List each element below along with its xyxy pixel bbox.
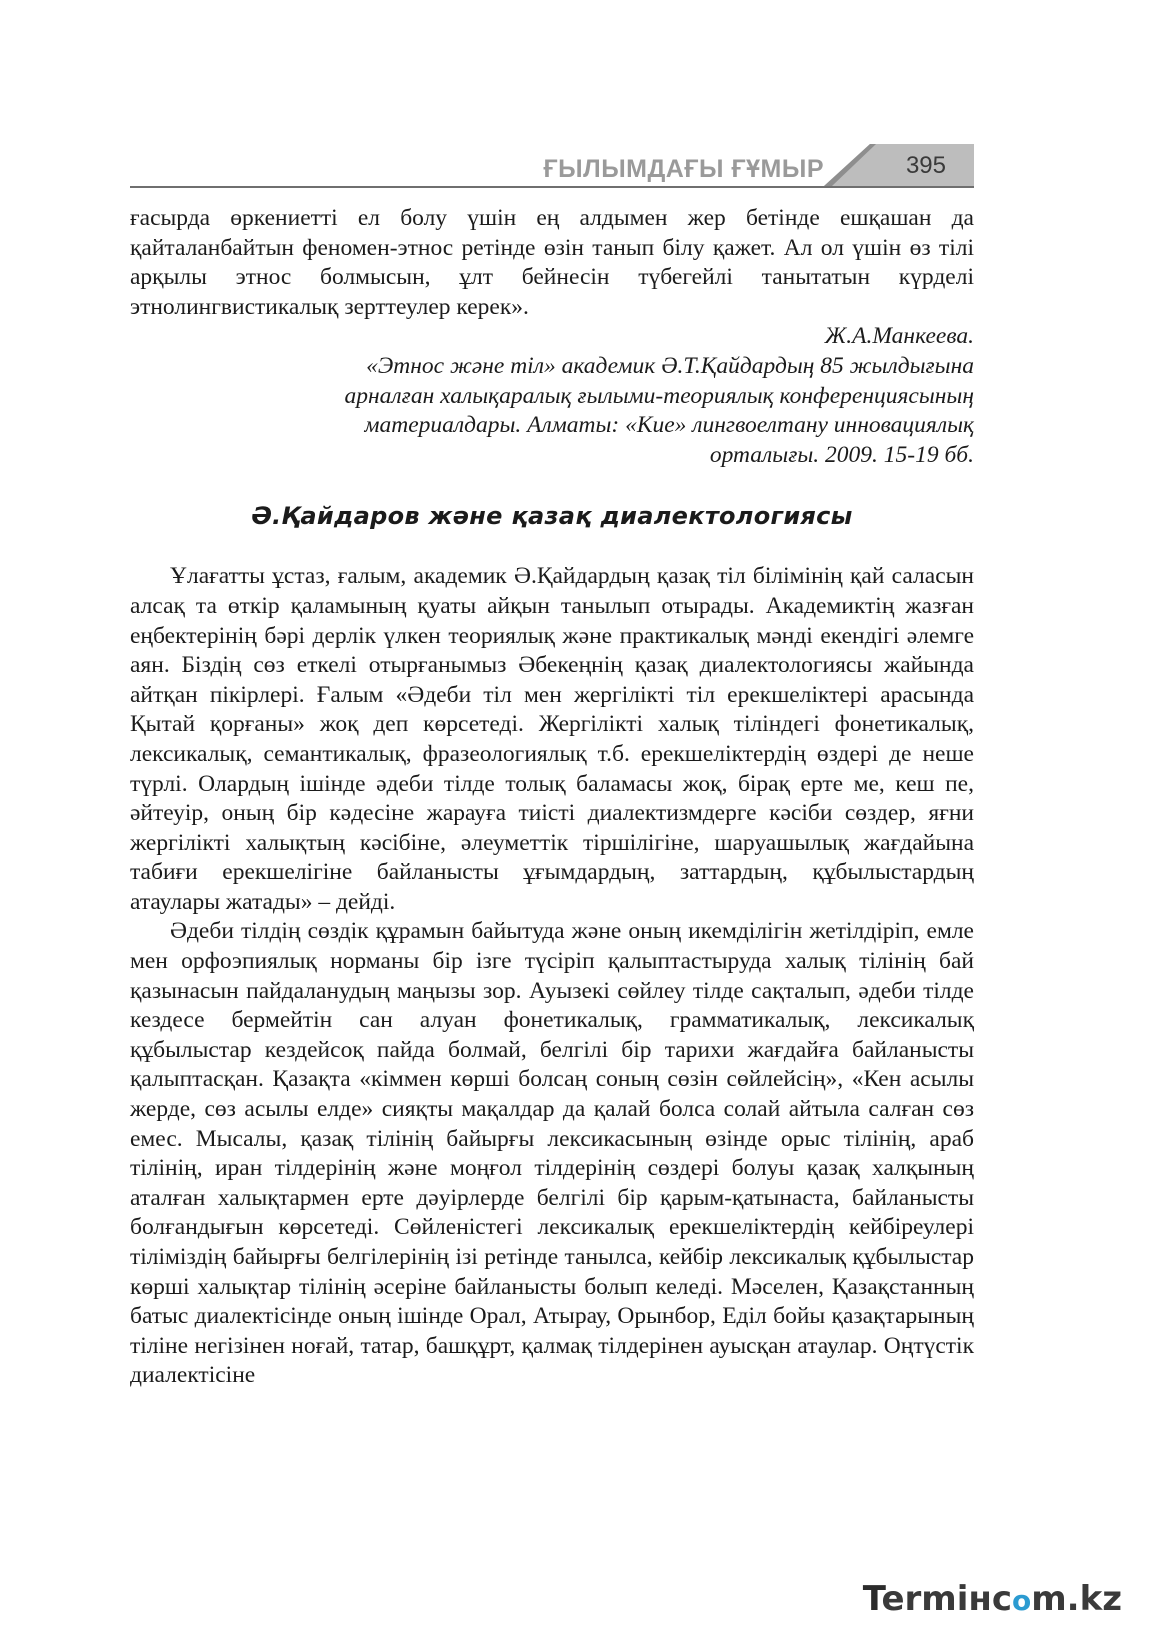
running-title: ҒЫЛЫМДАҒЫ ҒҰМЫР <box>543 155 824 183</box>
source-line-1: «Этнос және тіл» академик Ә.Т.Қайдардың 85 жылдығына <box>366 352 974 379</box>
epigraph-source <box>130 322 974 470</box>
logo-t: T <box>862 1579 882 1619</box>
page-body <box>130 204 974 1391</box>
site-watermark-logo <box>863 1579 1122 1619</box>
source-line-3: материалдары. Алматы: «Кие» лингвоелтану инновациялық <box>364 412 974 439</box>
source-line-4: орталығы. 2009. 15-19 бб. <box>709 441 974 468</box>
header-rule <box>130 186 974 188</box>
section-title: Ә.Қайдаров және қазақ диалектологиясы <box>251 502 853 531</box>
source-line-2: арналған халықаралық ғылыми-теориялық конференциясының <box>344 382 974 409</box>
page-number-tab <box>824 144 974 186</box>
logo-part-1: ermінc <box>881 1579 1012 1619</box>
logo-o: o <box>1012 1584 1032 1617</box>
body-paragraph: Ұлағатты ұстаз, ғалым, академик Ә.Қайдардың қазақ тіл білімінің қай саласын алсақ та өткір қаламының қуаты айқын танылып отырады. Академиктің жазған еңбектерінің бәрі дерлік үлкен теориялық және практикалық мәнді екендігі әлемге аян. Біздің сөз еткелі отырғанымыз Әбекеңнің қазақ диалектологиясы жайында айтқан пікірлері. Ғалым «Әдеби тіл мен жергілікті тіл ерекшеліктері арасында Қытай қорғаны» жоқ деп көрсетеді. Жергілікті халық тіліндегі фонетикалық, лексикалық, семантикалық, фразеологиялық т.б. ерекшеліктердің өздері де неше түрлі. Олардың ішінде әдеби тілде толық баламасы жоқ, бірақ ерте ме, кеш пе, әйтеуір, оның бір кәдесіне жарауға тиісті диалектизмдерге кәсіби сөздер, яғни жергілікті халықтың кәсібіне, әлеуметтік тіршілігіне, шаруашылық жағдайына табиғи ерекшелігіне байланысты ұғымдардың, заттардың, құбылыстардың атаулары жатады» – дейді. <box>130 563 974 915</box>
page-number: 395 <box>905 152 946 179</box>
body-paragraph: Әдеби тілдің сөздік құрамын байытуда және оның икемділігін жетілдіріп, емле мен орфоэпиялық норманы бір ізге түсіріп қалыптастыруда халық тілінің бай қазынасын пайдаланудың маңызы зор. Ауызекі сөйлеу тілде сақталып, әдеби тілде кездесе бермейтін сан алуан фонетикалық, грамматикалық, лексикалық құбылыстар кездейсоқ пайда болмай, белгілі бір тарихи жағдайға байланысты қалыптасқан. Қазақта «кіммен көрші болсаң соның сөзін сөйлейсің», «Кен асылы жерде, сөз асылы елде» сияқты мақалдар да қалай болса солай айтыла салған сөз емес. Мысалы, қазақ тілінің байырғы лексикасының өзінде орыс тілінің, араб тілінің, иран тілдерінің және моңғол тілдерінің сөздері болуы қазақ халқының аталған халықтармен ерте дәуірлерде белгілі бір қарым-қатынаста, байланысты болғандығын көрсетеді. Сөйленістегі лексикалық ерекшеліктердің кейбіреулері тіліміздің байырғы белгілерінің ізі ретінде танылса, кейбір лексикалық құбылыстар көрші халықтар тілінің әсеріне байланысты болып келеді. Мәселен, Қазақстанның батыс диалектісінде оның ішінде Орал, Атырау, Орынбор, Еділ бойы қазақтарының тіліне негізінен ноғай, татар, башқұрт, қалмақ тілдерінен ауысқан атаулар. Оңтүстік диалектісіне <box>130 918 974 1389</box>
epigraph-quote: ғасырда өркениетті ел болу үшін ең алдымен жер бетінде ешқашан да қайталанбайтын феномен-этнос ретінде өзін танып білу қажет. Ал ол үшін өз тілі арқылы этнос болмысын, ұлт бейнесін түбегейлі танытатын күрделі этнолингвистикалық зерттеулер керек». <box>130 205 974 320</box>
logo-part-2: m.kz <box>1031 1579 1122 1619</box>
running-header <box>130 136 974 188</box>
header-tab-shape <box>824 144 974 186</box>
source-author: Ж.А.Манкеева. <box>824 323 974 350</box>
